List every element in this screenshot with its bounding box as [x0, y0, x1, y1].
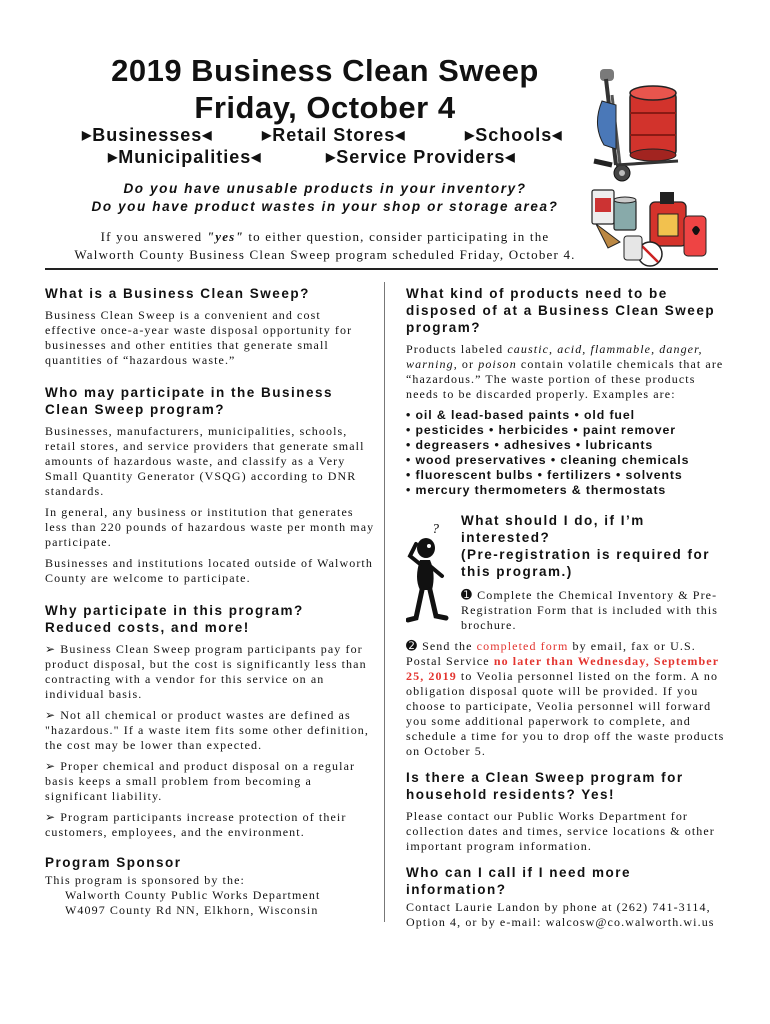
audience-schools: ▶Schools◀: [465, 125, 563, 145]
why-heading: Why participate in this program? Reduced costs, and more!: [45, 603, 304, 635]
list-item: • pesticides • herbicides • paint remover: [406, 423, 676, 437]
chemical-containers-illustration: [588, 180, 713, 270]
title-line-2: Friday, October 4: [194, 90, 456, 125]
who-heading: Who may participate in the Business Clean Sweep program?: [45, 385, 334, 417]
kind-heading: What kind of products need to be disposed of at a Business Clean Sweep program?: [406, 286, 716, 335]
svg-text:?: ?: [432, 522, 439, 537]
step-2: ➋ Send the completed form by email, fax or U.S. Postal Service no later than Wednesday, September 25, 2019 to Veolia personnel listed on the form. A no obligation disposal quote will be provided. If you choose to participate, Veolia personnel will forward you some additional paperwork to complete, and schedule a time for you to drop off the waste products on October 5.: [406, 639, 725, 758]
call-heading: Who can I call if I need more information?: [406, 865, 632, 897]
step-1: ➊ Complete the Chemical Inventory & Pre-Registration Form that is included with this brochure.: [461, 588, 719, 632]
why-item: ➢ Proper chemical and product disposal on a regular basis keeps a small problem from becoming a significant liability.: [45, 759, 356, 803]
sponsor-text: This program is sponsored by the:: [45, 873, 245, 887]
step-2-number-icon: ➋: [406, 639, 418, 654]
audience-service-providers: ▶Service Providers◀: [326, 147, 516, 167]
question-1: Do you have unusable products in your inventory?: [123, 181, 527, 196]
deadline-text: no later than Wednesday, September 25, 2019: [406, 654, 719, 683]
intro-answer: If you answered "yes" to either question, consider participating in the Walworth County Business Clean Sweep program scheduled Friday, October 4.: [74, 229, 576, 262]
arrow-bullet-icon: ➢: [45, 810, 61, 824]
interested-note: (Pre-registration is required for this program.): [461, 547, 711, 579]
household-heading: Is there a Clean Sweep program for household residents? Yes!: [406, 770, 684, 802]
intro-questions: [40, 180, 610, 216]
header-divider: [45, 268, 718, 270]
what-is-heading: What is a Business Clean Sweep?: [45, 286, 310, 301]
why-item: ➢ Program participants increase protection of their customers, employees, and the environment.: [45, 810, 347, 839]
arrow-bullet-icon: ➢: [45, 708, 61, 722]
examples-list: [406, 408, 726, 498]
who-text-2: In general, any business or institution that generates less than 220 pounds of hazardous waste per month may participate.: [45, 505, 375, 549]
left-column: [45, 285, 375, 918]
completed-form-link[interactable]: completed form: [476, 639, 569, 653]
hand-truck-drum-illustration: [586, 65, 706, 183]
arrow-bullet-icon: ➢: [45, 759, 61, 773]
list-item: • degreasers • adhesives • lubricants: [406, 438, 654, 452]
who-text-1: Businesses, manufacturers, municipalities, schools, retail stores, and service providers that generate small amounts of hazardous waste, and classify as a Very Small Quantity Generator (VSQG) according to DNR standards.: [45, 424, 365, 498]
sponsor-line-1: Walworth County Public Works Department: [65, 888, 321, 902]
call-text: Contact Laurie Landon by phone at (262) 741-3114, Option 4, or by e-mail: walcosw@co.walworth.wi.us: [406, 900, 715, 929]
confused-person-illustration: [406, 520, 458, 630]
title-line-1: 2019 Business Clean Sweep: [111, 53, 539, 88]
arrow-bullet-icon: ➢: [45, 642, 61, 656]
list-item: • mercury thermometers & thermostats: [406, 483, 667, 497]
column-divider: [384, 282, 385, 922]
interested-heading: What should I do, if I’m interested?: [461, 513, 645, 545]
step-1-number-icon: ➊: [461, 588, 473, 603]
list-item: • wood preservatives • cleaning chemicals: [406, 453, 690, 467]
list-item: • fluorescent bulbs • fertilizers • solvents: [406, 468, 683, 482]
household-text: Please contact our Public Works Department for collection dates and times, service locations & other important program information.: [406, 809, 715, 853]
question-2: Do you have product wastes in your shop or storage area?: [91, 199, 559, 214]
kind-text: Products labeled caustic, acid, flammable, danger, warning, or poison contain volatile chemicals that are “hazardous.” The waste portion of these products needs to be discarded properly. Examples are:: [406, 342, 724, 401]
who-text-3: Businesses and institutions located outside of Walworth County are welcome to participate.: [45, 556, 373, 585]
why-item: ➢ Business Clean Sweep program participants pay for product disposal, but the cost is significantly less than contracting with a vendor for this service on an individual basis.: [45, 642, 367, 701]
sponsor-heading: Program Sponsor: [45, 855, 182, 870]
sponsor-line-2: W4097 County Rd NN, Elkhorn, Wisconsin: [65, 903, 319, 917]
list-item: • oil & lead-based paints • old fuel: [406, 408, 635, 422]
what-is-text: Business Clean Sweep is a convenient and cost effective once-a-year waste disposal opportunity for businesses and other entities that generate small quantities of “hazardous waste.”: [45, 308, 353, 367]
audience-retail-stores: ▶Retail Stores◀: [262, 125, 406, 145]
why-item: ➢ Not all chemical or product wastes are defined as "hazardous." If a waste item fits some other definition, the cost may be lower than expected.: [45, 708, 369, 752]
audience-municipalities: ▶Municipalities◀: [108, 147, 262, 167]
page-title: [40, 52, 610, 126]
audience-businesses: ▶Businesses◀: [82, 125, 213, 145]
